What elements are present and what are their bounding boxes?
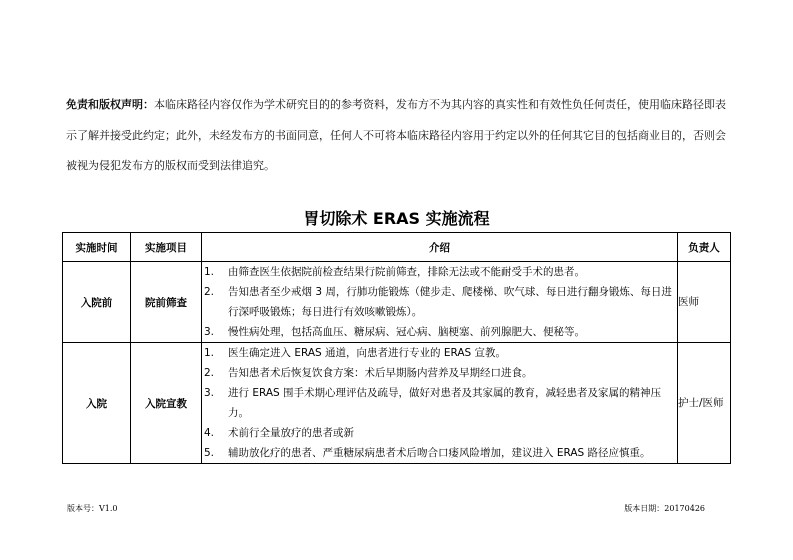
step-text: 辅助放化疗的患者、严重糖尿病患者术后吻合口瘘风险增加，建议进入 ERAS 路径应慎重。	[228, 447, 651, 459]
header-owner: 负责人	[678, 233, 731, 262]
step-number: 2.	[204, 286, 215, 298]
table-row	[63, 262, 731, 343]
step-item	[202, 262, 677, 282]
step-number: 5.	[204, 447, 215, 459]
page-title: 胃切除术 ERAS 实施流程	[303, 209, 490, 228]
step-text: 进行 ERAS 围手术期心理评估及疏导，做好对患者及其家属的教育，减轻患者及家属的精神压力。	[228, 387, 662, 419]
row-owner: 护士/医师	[678, 343, 731, 464]
version-date: 版本日期：20170426	[624, 504, 705, 513]
step-list	[202, 343, 677, 463]
step-item	[202, 282, 677, 322]
header-item: 实施项目	[131, 233, 202, 262]
step-item	[202, 322, 677, 342]
step-text: 告知患者术后恢复饮食方案：术后早期肠内营养及早期经口进食。	[228, 367, 533, 379]
step-text: 医生确定进入 ERAS 通道，向患者进行专业的 ERAS 宣教。	[228, 347, 507, 359]
step-number: 3.	[204, 326, 215, 338]
step-number: 1.	[204, 266, 215, 278]
step-item	[202, 423, 677, 443]
row-item: 院前筛查	[131, 262, 202, 343]
table-header-row	[63, 233, 731, 262]
row-description	[202, 262, 678, 343]
step-number: 3.	[204, 387, 215, 399]
row-time: 入院	[63, 343, 131, 464]
step-number: 4.	[204, 427, 215, 439]
step-number: 1.	[204, 347, 215, 359]
eras-flow-table	[62, 232, 731, 464]
row-description	[202, 343, 678, 464]
step-item	[202, 363, 677, 383]
step-item	[202, 443, 677, 463]
row-item: 入院宣教	[131, 343, 202, 464]
step-item	[202, 343, 677, 363]
disclaimer	[66, 90, 736, 182]
table-row	[63, 343, 731, 464]
disclaimer-text: 本临床路径内容仅作为学术研究目的的参考资料，发布方不为其内容的真实性和有效性负任何责任，使用临床路径即表示了解并接受此约定；此外，未经发布方的书面同意，任何人不可将本临床路径内容用于约定以外的任何其它目的包括商业目的，否则会被视为侵犯发布方的版权而受到法律追究。	[66, 98, 726, 172]
version-label: 版本号：V1.0	[67, 504, 118, 513]
step-item	[202, 383, 677, 423]
step-text: 告知患者至少戒烟 3 周，行肺功能锻炼（健步走、爬楼梯、吹气球、每日进行翻身锻炼、每日进行深呼吸锻炼；每日进行有效咳嗽锻炼）。	[228, 286, 672, 318]
step-list	[202, 262, 677, 342]
row-time: 入院前	[63, 262, 131, 343]
row-owner: 医师	[678, 262, 731, 343]
header-time: 实施时间	[63, 233, 131, 262]
step-text: 慢性病处理，包括高血压、糖尿病、冠心病、脑梗塞、前列腺肥大、便秘等。	[228, 326, 585, 338]
step-text: 由筛查医生依据院前检查结果行院前筛查，排除无法或不能耐受手术的患者。	[228, 266, 585, 278]
step-text: 术前行全量放疗的患者或新	[228, 427, 354, 439]
disclaimer-label: 免责和版权声明：	[66, 98, 154, 111]
header-description: 介绍	[202, 233, 678, 262]
step-number: 2.	[204, 367, 215, 379]
